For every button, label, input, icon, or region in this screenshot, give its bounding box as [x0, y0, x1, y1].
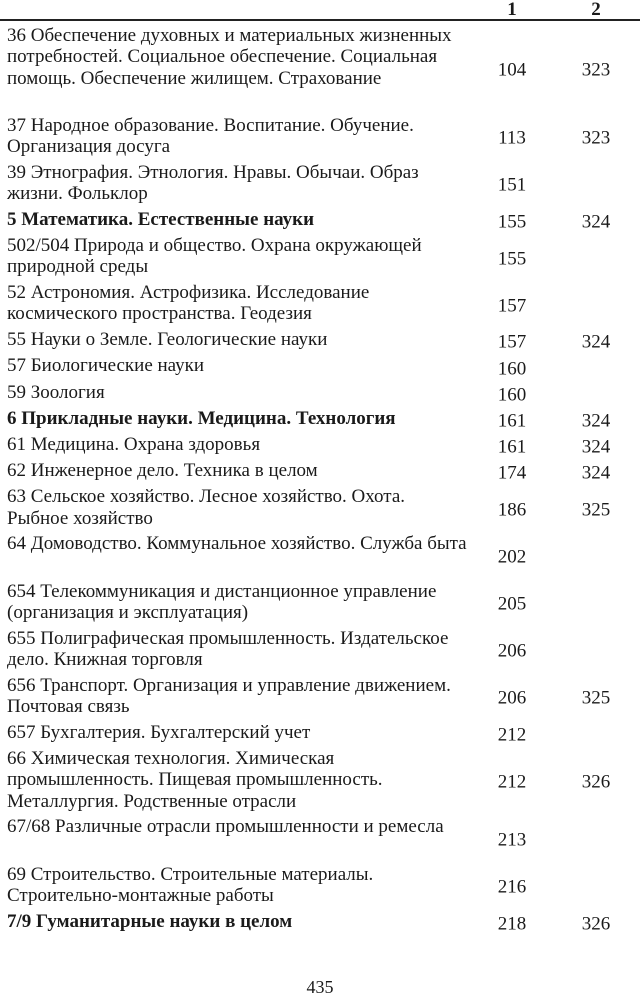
row-label: 62 Инженерное дело. Техника в целом: [7, 460, 318, 482]
table-row: [0, 628, 640, 675]
row-column-1-value: 160: [497, 358, 527, 380]
table-row: [0, 864, 640, 911]
row-label: 69 Строительство. Строительные материалы. Строительно-монтажные работы: [7, 863, 374, 906]
row-column-1-value: 216: [497, 876, 527, 898]
row-label: 57 Биологические науки: [7, 355, 205, 377]
table-body: [0, 25, 640, 937]
table-row: [0, 434, 640, 460]
row-label: 52 Астрономия. Астрофизика. Исследование космического пространства. Геодезия: [7, 282, 370, 325]
table-row: [0, 355, 640, 381]
table-row: [0, 460, 640, 486]
row-column-1-value: 212: [497, 771, 527, 793]
table-row: [0, 675, 640, 722]
table-row: [0, 115, 640, 162]
row-column-1-value: 155: [497, 211, 527, 233]
row-label: 66 Химическая технология. Химическая промышленность. Пищевая промышленность. Металлургия. Родственные отрасли: [7, 748, 383, 812]
row-column-1-value: 174: [497, 462, 527, 484]
row-label: 55 Науки о Земле. Геологические науки: [7, 329, 328, 351]
table-row: [0, 235, 640, 282]
row-column-1-value: 151: [497, 174, 527, 196]
row-label: 6 Прикладные науки. Медицина. Технология: [7, 407, 396, 429]
row-column-1-value: 113: [498, 127, 526, 149]
table-row: [0, 209, 640, 235]
row-column-2-value: 324: [581, 436, 611, 458]
row-label: 36 Обеспечение духовных и материальных жизненных потребностей. Социальное обеспечение. Социальная помощь. Обеспечение жилищем. Страхование: [7, 25, 452, 89]
row-column-2-value: 325: [581, 687, 611, 709]
row-column-1-value: 206: [497, 687, 527, 709]
row-column-2-value: 324: [581, 211, 611, 233]
row-label: 5 Математика. Естественные науки: [7, 208, 315, 230]
row-label: 61 Медицина. Охрана здоровья: [7, 434, 261, 455]
table-row: [0, 911, 640, 937]
row-label: 502/504 Природа и общество. Охрана окружающей природной среды: [7, 235, 422, 278]
table-row: [0, 25, 640, 115]
row-label: 655 Полиграфическая промышленность. Издательское дело. Книжная торговля: [7, 627, 449, 670]
row-column-2-value: 326: [581, 913, 611, 935]
table-row: [0, 748, 640, 816]
row-column-2-value: 326: [581, 771, 611, 793]
row-column-1-value: 205: [497, 593, 527, 615]
row-column-1-value: 202: [497, 546, 527, 568]
table-row: [0, 581, 640, 628]
row-label: 39 Этнография. Этнология. Нравы. Обычаи. Образ жизни. Фольклор: [7, 161, 419, 205]
table-row: [0, 329, 640, 355]
table-row: [0, 722, 640, 748]
column-2-header: 2: [591, 0, 601, 20]
row-column-1-value: 213: [497, 829, 527, 851]
row-column-2-value: 323: [581, 59, 611, 81]
row-column-2-value: 324: [581, 331, 611, 353]
column-1-header: 1: [507, 0, 517, 20]
table-row: [0, 816, 640, 863]
row-column-1-value: 161: [497, 436, 527, 458]
table-row: [0, 408, 640, 434]
table-header: [0, 0, 640, 20]
row-column-2-value: 324: [581, 410, 611, 432]
row-column-1-value: 160: [497, 384, 527, 406]
page-number: 435: [306, 977, 334, 997]
row-label: 656 Транспорт. Организация и управление движением. Почтовая связь: [7, 674, 451, 718]
row-label: 37 Народное образование. Воспитание. Обучение. Организация досуга: [7, 114, 414, 157]
row-label: 7/9 Гуманитарные науки в целом: [7, 910, 293, 932]
table-row: [0, 162, 640, 209]
table-row: [0, 382, 640, 408]
row-column-1-value: 155: [497, 248, 527, 270]
row-column-1-value: 186: [497, 499, 527, 521]
table-row: [0, 533, 640, 580]
row-label: 67/68 Различные отрасли промышленности и ремесла: [7, 816, 444, 838]
table-row: [0, 282, 640, 329]
row-column-1-value: 157: [497, 295, 527, 317]
row-column-2-value: 323: [581, 127, 611, 149]
header-rule: [0, 19, 640, 21]
row-column-1-value: 157: [497, 331, 527, 353]
row-column-1-value: 206: [497, 640, 527, 662]
row-column-1-value: 104: [497, 59, 527, 81]
row-label: 654 Телекоммуникация и дистанционное управление (организация и эксплуатация): [7, 580, 437, 623]
row-label: 59 Зоология: [7, 381, 105, 403]
row-label: 64 Домоводство. Коммунальное хозяйство. Служба быта: [7, 533, 467, 555]
row-column-1-value: 212: [497, 724, 527, 746]
row-column-2-value: 324: [581, 462, 611, 484]
row-column-1-value: 218: [497, 913, 527, 935]
row-label: 63 Сельское хозяйство. Лесное хозяйство. Охота. Рыбное хозяйство: [7, 486, 406, 529]
row-column-1-value: 161: [497, 410, 527, 432]
row-label: 657 Бухгалтерия. Бухгалтерский учет: [7, 721, 311, 743]
row-column-2-value: 325: [581, 499, 611, 521]
table-row: [0, 486, 640, 533]
